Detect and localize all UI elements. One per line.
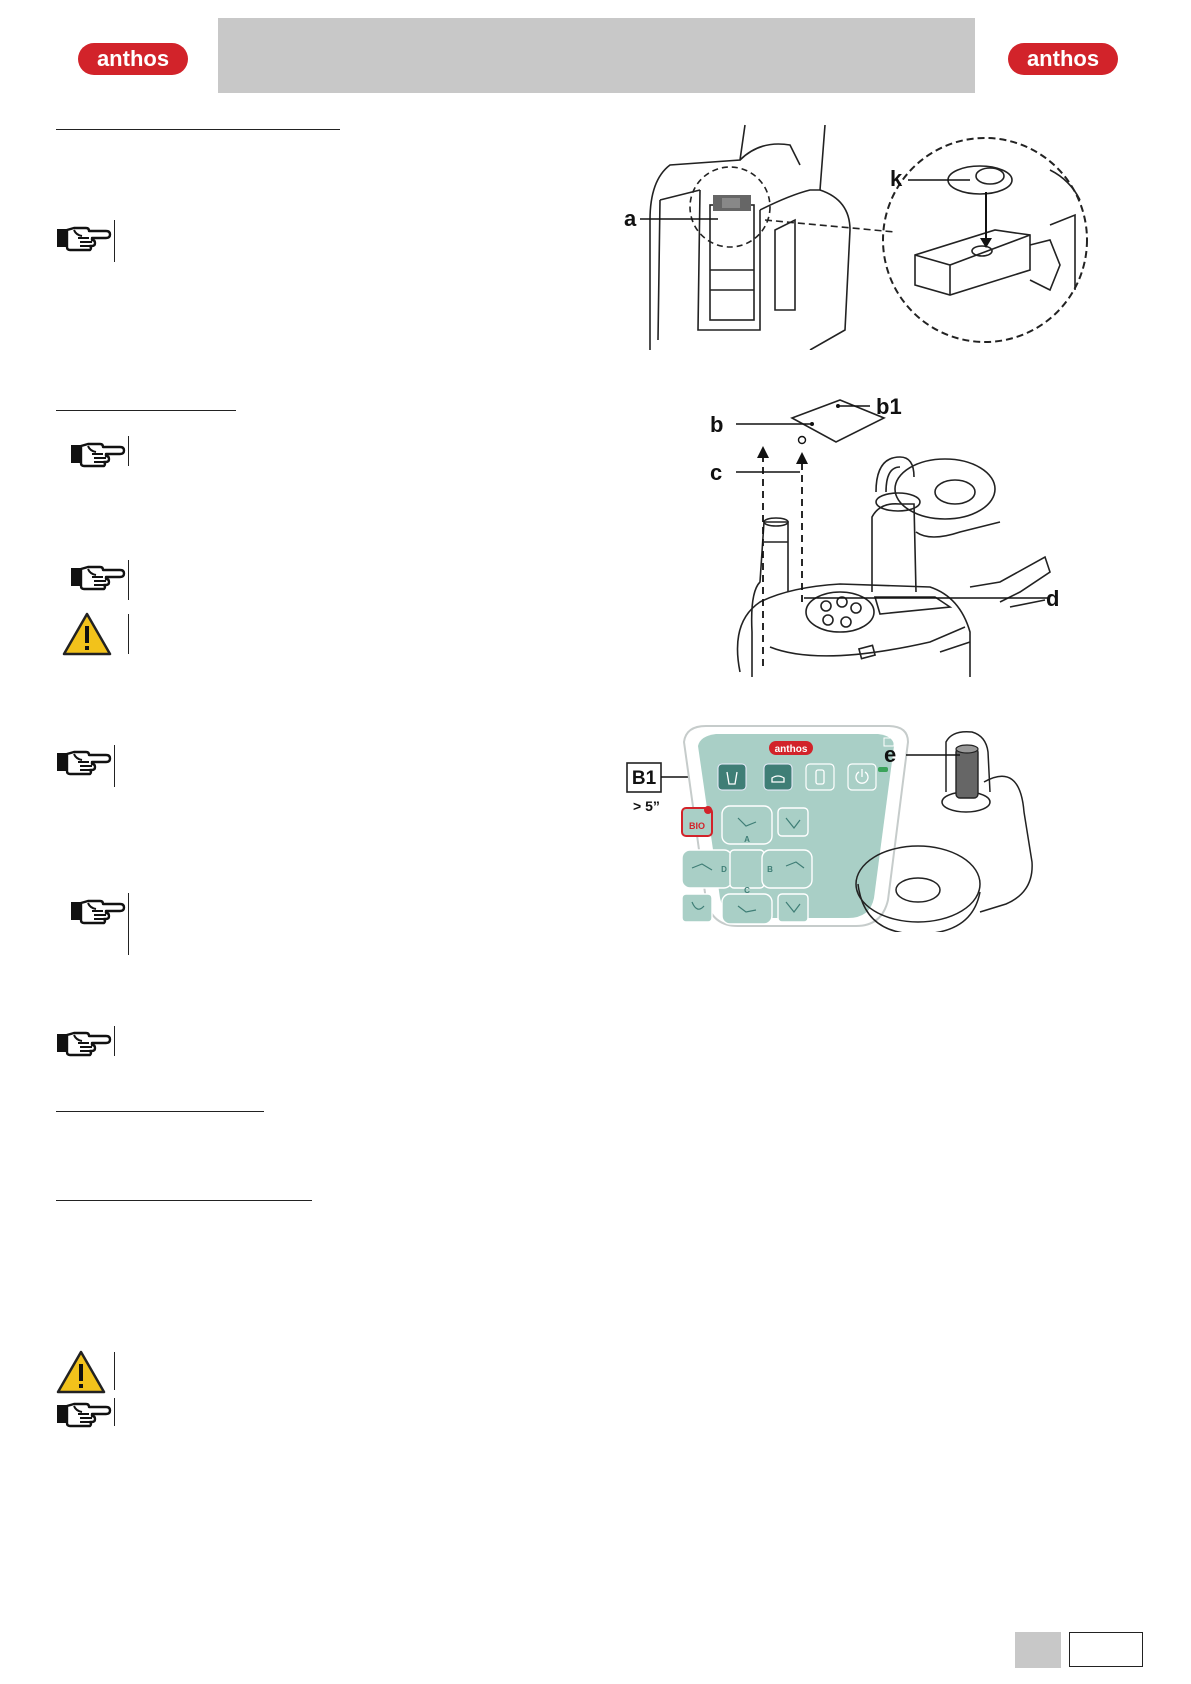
warning-icon (62, 612, 112, 656)
brand-logo-left (77, 41, 189, 77)
panel-key-chair-down[interactable] (778, 894, 808, 922)
figure-label-e: e (884, 742, 897, 767)
brand-logo-right (1007, 41, 1119, 77)
section-heading-rule-4 (56, 1200, 312, 1201)
panel-brand-text: anthos (774, 744, 808, 755)
note-bar (128, 614, 129, 654)
figure-label-a: a (624, 206, 637, 231)
panel-key-down[interactable] (722, 894, 772, 924)
note-bar (114, 745, 115, 787)
note-bar (114, 1352, 115, 1390)
figure-label-b: b (710, 412, 724, 437)
header-title-bar (218, 18, 975, 93)
hand-pointer-icon (56, 748, 112, 776)
panel-key-bowl[interactable] (764, 764, 792, 790)
hand-pointer-icon (70, 563, 126, 591)
panel-key-label-b: B (767, 865, 773, 874)
panel-key-label-c: C (744, 886, 750, 895)
note-bar (128, 893, 129, 955)
section-heading-rule-3 (56, 1111, 264, 1112)
panel-key-bottle[interactable] (806, 764, 834, 790)
figure-label-k: k (890, 166, 903, 191)
hand-pointer-icon (56, 224, 112, 252)
note-bar (114, 1026, 115, 1056)
panel-key-bio-label: BIO (688, 821, 706, 831)
note-bar (114, 220, 115, 262)
hand-pointer-icon (56, 1029, 112, 1057)
brand-logo-right-text: anthos (1026, 46, 1100, 71)
panel-key-label-a: A (744, 835, 750, 844)
section-heading-rule-1 (56, 129, 340, 130)
warning-icon (56, 1350, 106, 1394)
panel-key-label-d: D (721, 865, 727, 874)
note-bar (128, 560, 129, 600)
figure-label-time: > 5” (633, 798, 660, 814)
figure-label-b1-panel: B1 (631, 768, 657, 789)
panel-key-cup[interactable] (718, 764, 746, 790)
figure-control-panel (626, 722, 1081, 932)
figure-cabinet-detail (610, 120, 1090, 350)
page-section-box (1015, 1632, 1061, 1668)
note-bar (128, 436, 129, 466)
panel-key-chair-up[interactable] (778, 808, 808, 836)
hand-pointer-icon (70, 897, 126, 925)
hand-pointer-icon (70, 440, 126, 468)
page-number-box (1069, 1632, 1143, 1667)
note-bar (114, 1398, 115, 1426)
figure-label-d: d (1046, 586, 1060, 611)
figure-label-c: c (710, 460, 723, 485)
figure-filter-access (700, 392, 1080, 677)
brand-logo-left-text: anthos (96, 46, 170, 71)
figure-label-b1: b1 (876, 394, 902, 419)
panel-key-hand[interactable] (682, 894, 712, 922)
section-heading-rule-2 (56, 410, 236, 411)
hand-pointer-icon (56, 1400, 112, 1428)
panel-key-center[interactable] (730, 850, 764, 888)
